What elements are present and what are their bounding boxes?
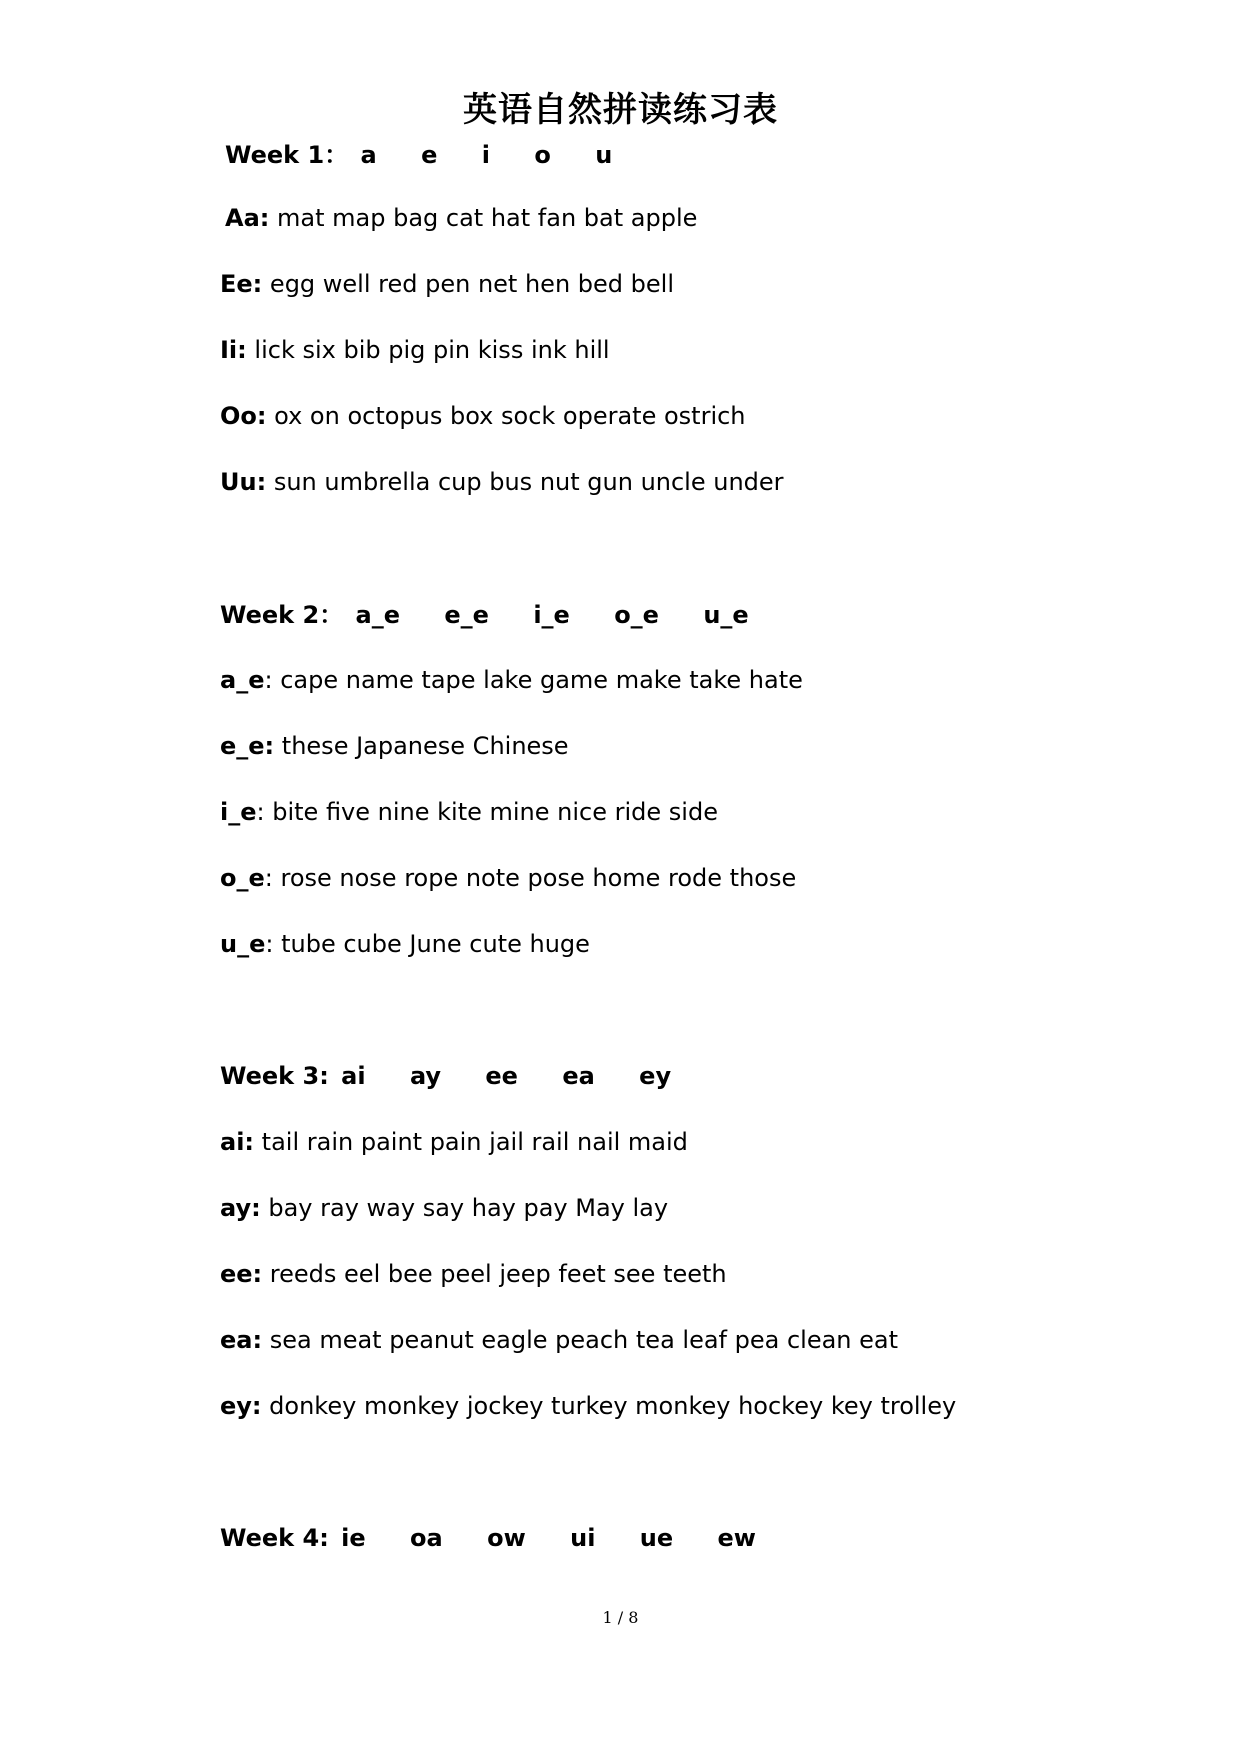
- phonics-row: [220, 663, 803, 697]
- week-3-letter: ee: [485, 1062, 518, 1090]
- phonics-key: i_e: [220, 798, 257, 826]
- week-3-letter: ey: [639, 1062, 672, 1090]
- phonics-key: e_e:: [220, 732, 275, 760]
- phonics-words: : cape name tape lake game make take hate: [264, 666, 803, 694]
- phonics-row: [220, 1389, 956, 1423]
- phonics-key: u_e: [220, 930, 266, 958]
- phonics-words: donkey monkey jockey turkey monkey hockey key trolley: [269, 1392, 957, 1420]
- week-2-heading: [220, 598, 749, 632]
- week-1-letter: e: [421, 141, 438, 169]
- phonics-row: [220, 1257, 727, 1291]
- week-1-letter: a: [360, 141, 377, 169]
- week-1-letter: u: [595, 141, 613, 169]
- phonics-words: lick six bib pig pin kiss ink hill: [254, 336, 610, 364]
- phonics-key: Oo:: [220, 402, 267, 430]
- phonics-words: reeds eel bee peel jeep feet see teeth: [269, 1260, 727, 1288]
- phonics-words: sun umbrella cup bus nut gun uncle under: [273, 468, 784, 496]
- phonics-words: mat map bag cat hat fan bat apple: [277, 204, 698, 232]
- week-2-letter: o_e: [614, 601, 659, 629]
- phonics-key: Ee:: [220, 270, 263, 298]
- phonics-row: [220, 267, 674, 301]
- week-3-letter: ay: [409, 1062, 442, 1090]
- week-3-letter: ea: [562, 1062, 595, 1090]
- phonics-key: Uu:: [220, 468, 267, 496]
- week-4-letter: ie: [341, 1524, 366, 1552]
- phonics-row: [220, 1191, 668, 1225]
- week-3-letter: ai: [341, 1062, 366, 1090]
- phonics-words: : tube cube June cute huge: [265, 930, 590, 958]
- phonics-row: [220, 795, 718, 829]
- week-1-letter: i: [481, 141, 490, 169]
- phonics-words: egg well red pen net hen bed bell: [269, 270, 674, 298]
- phonics-key: Ii:: [220, 336, 247, 364]
- week-4-letter: ui: [570, 1524, 596, 1552]
- week-3-label: Week 3:: [220, 1062, 329, 1090]
- phonics-row: [220, 333, 610, 367]
- week-1-label: Week 1：: [225, 141, 349, 169]
- phonics-words: : bite five nine kite mine nice ride side: [256, 798, 718, 826]
- phonics-key: ey:: [220, 1392, 262, 1420]
- phonics-row: [220, 465, 784, 499]
- week-4-letter: ow: [487, 1524, 526, 1552]
- week-2-letter: i_e: [533, 601, 570, 629]
- phonics-row: [220, 399, 746, 433]
- week-4-heading: [220, 1521, 756, 1555]
- phonics-words: bay ray way say hay pay May lay: [268, 1194, 669, 1222]
- phonics-row: [225, 201, 697, 235]
- phonics-key: a_e: [220, 666, 265, 694]
- week-2-letter: a_e: [355, 601, 401, 629]
- page-number: 1 / 8: [602, 1608, 639, 1627]
- phonics-key: ee:: [220, 1260, 263, 1288]
- week-1-heading: [225, 138, 612, 172]
- week-2-label: Week 2：: [220, 601, 344, 629]
- week-4-letter: ew: [717, 1524, 756, 1552]
- phonics-words: : rose nose rope note pose home rode those: [264, 864, 797, 892]
- week-4-label: Week 4:: [220, 1524, 329, 1552]
- phonics-key: ai:: [220, 1128, 255, 1156]
- week-2-letter: e_e: [444, 601, 489, 629]
- phonics-key: ay:: [220, 1194, 261, 1222]
- week-2-letter: u_e: [703, 601, 749, 629]
- phonics-row: [220, 1323, 898, 1357]
- phonics-words: sea meat peanut eagle peach tea leaf pea clean eat: [269, 1326, 899, 1354]
- phonics-key: ea:: [220, 1326, 263, 1354]
- week-3-heading: [220, 1059, 671, 1093]
- week-4-letter: oa: [410, 1524, 443, 1552]
- document-title: 英语自然拼读练习表: [463, 90, 778, 130]
- phonics-words: ox on octopus box sock operate ostrich: [274, 402, 746, 430]
- phonics-row: [220, 861, 796, 895]
- phonics-words: tail rain paint pain jail rail nail maid: [261, 1128, 688, 1156]
- week-1-letter: o: [534, 141, 551, 169]
- phonics-key: Aa:: [225, 204, 270, 232]
- phonics-row: [220, 729, 569, 763]
- phonics-key: o_e: [220, 864, 265, 892]
- phonics-row: [220, 1125, 688, 1159]
- phonics-words: these Japanese Chinese: [281, 732, 569, 760]
- phonics-row: [220, 927, 590, 961]
- week-4-letter: ue: [639, 1524, 674, 1552]
